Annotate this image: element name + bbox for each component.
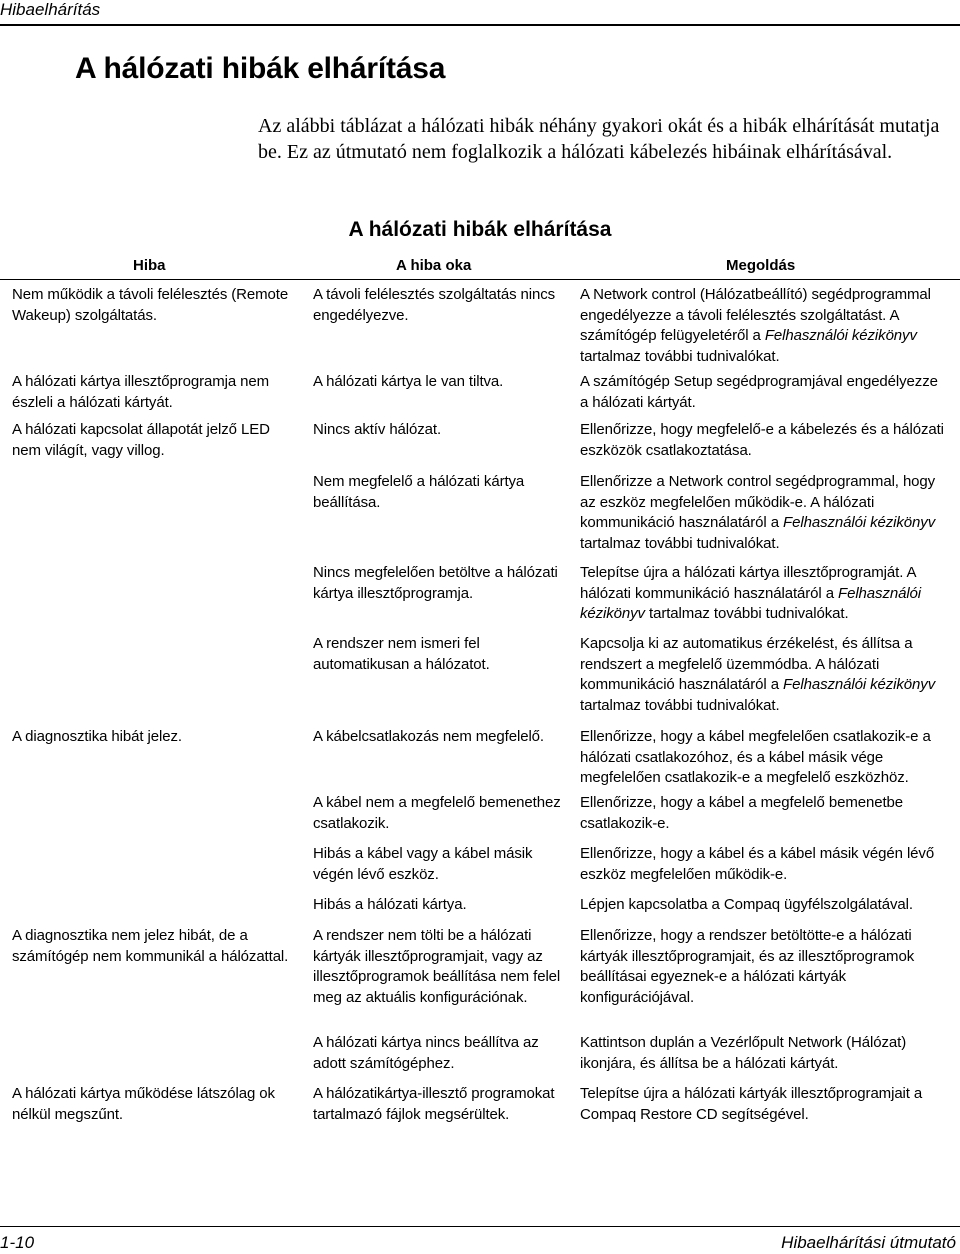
section-title: A hálózati hibák elhárítása: [75, 52, 446, 85]
solution-reference-italic: Felhasználói kézikönyv: [764, 327, 917, 345]
solution-cell: [580, 1084, 950, 1125]
solution-cell: [580, 634, 950, 716]
problem-cell: A diagnosztika nem jelez hibát, de a számítógép nem kommunikál a hálózattal.: [12, 927, 289, 965]
cause-cell: Nincs aktív hálózat.: [313, 421, 442, 438]
solution-text: Lépjen kapcsolatba a Compaq ügyfélszolgálatával.: [580, 896, 913, 913]
solution-text: Ellenőrizze, hogy a kábel és a kábel másik végén lévő eszköz megfelelően működik-e.: [580, 845, 935, 883]
solution-cell: [580, 895, 950, 916]
cause-cell: A hálózati kártya nincs beállítva az adott számítógéphez.: [313, 1034, 539, 1072]
table-row: [0, 472, 960, 563]
solution-cell: [580, 1033, 950, 1074]
solution-text: Ellenőrizze, hogy a kábel a megfelelő bemenetbe csatlakozik-e.: [580, 794, 904, 832]
header-rule: [0, 24, 960, 26]
solution-text: Ellenőrizze, hogy a rendszer betöltötte-e a hálózati kártyák illesztőprogramjait, és az illesztőprogramok beállításai egyeznek-e a hálózati kártyák konfigurációjával.: [580, 927, 915, 1006]
solution-cell: [580, 727, 950, 789]
problem-cell: A hálózati kártya működése látszólag ok nélkül megszűnt.: [12, 1085, 275, 1123]
column-header-solution: Megoldás: [726, 257, 796, 274]
solution-text: Telepítse újra a hálózati kártyák illesztőprogramjait a Compaq Restore CD segítségével.: [580, 1085, 923, 1123]
solution-text: tartalmaz további tudnivalókat.: [644, 605, 849, 623]
problem-cell: A diagnosztika hibát jelez.: [12, 728, 182, 745]
cause-cell: Nem megfelelő a hálózati kártya beállítása.: [313, 473, 525, 511]
solution-text: tartalmaz további tudnivalókat.: [580, 696, 780, 714]
troubleshooting-table-body: [0, 285, 960, 1144]
table-row: [0, 727, 960, 793]
solution-cell: [580, 285, 950, 367]
table-header-rule: [0, 279, 960, 280]
table-row: [0, 372, 960, 420]
solution-text: Kapcsolja ki az automatikus érzékelést, és állítsa a rendszert a megfelelő üzemmódba. A hálózati kommunikáció használatáról a: [580, 635, 913, 694]
problem-cell: A hálózati kapcsolat állapotát jelző LED nem világít, vagy villog.: [12, 421, 270, 459]
table-row: [0, 1084, 960, 1144]
solution-cell: [580, 926, 950, 1008]
page-number: 1-10: [0, 1233, 35, 1252]
cause-cell: A kábel nem a megfelelő bemenethez csatlakozik.: [313, 794, 561, 832]
column-header-cause: A hiba oka: [396, 257, 472, 274]
solution-cell: [580, 793, 950, 834]
cause-cell: A hálózatikártya-illesztő programokat tartalmazó fájlok megsérültek.: [313, 1085, 555, 1123]
solution-text: A Network control (Hálózatbeállító) segédprogrammal engedélyezze a távoli felélesztés szolgáltatást. A számítógép felügyeletéről a: [580, 286, 931, 345]
solution-text: Ellenőrizze a Network control segédprogrammal, hogy az eszköz megfelelően működik-e. A hálózati kommunikáció használatáról a: [580, 473, 936, 532]
solution-reference-italic: Felhasználói kézikönyv: [783, 514, 936, 532]
table-row: [0, 634, 960, 727]
footer-book-title: Hibaelhárítási útmutató: [781, 1233, 956, 1252]
solution-cell: [580, 372, 950, 413]
table-row: [0, 895, 960, 926]
cause-cell: Hibás a hálózati kártya.: [313, 896, 467, 913]
table-row: [0, 793, 960, 844]
table-row: [0, 844, 960, 895]
column-header-problem: Hiba: [133, 257, 166, 274]
cause-cell: A kábelcsatlakozás nem megfelelő.: [313, 728, 544, 745]
cause-cell: Nincs megfelelően betöltve a hálózati kártya illesztőprogramja.: [313, 564, 558, 602]
intro-paragraph: Az alábbi táblázat a hálózati hibák néhány gyakori okát és a hibák elhárítását mutatja be. Ez az útmutató nem foglalkozik a hálózati kábelezés hibáinak elhárításával.: [258, 115, 940, 163]
solution-text: tartalmaz további tudnivalókat.: [580, 347, 780, 365]
cause-cell: Hibás a kábel vagy a kábel másik végén lévő eszköz.: [313, 845, 533, 883]
table-row: [0, 563, 960, 634]
solution-text: Kattintson duplán a Vezérlőpult Network (Hálózat) ikonjára, és állítsa be a hálózati kártyát.: [580, 1034, 907, 1072]
solution-text: Ellenőrizze, hogy megfelelő-e a kábelezés és a hálózati eszközök csatlakoztatása.: [580, 421, 944, 459]
table-row: [0, 926, 960, 1033]
solution-cell: [580, 563, 950, 625]
cause-cell: A hálózati kártya le van tiltva.: [313, 373, 504, 390]
solution-reference-italic: Felhasználói kézikönyv: [580, 584, 922, 623]
solution-text: Telepítse újra a hálózati kártya illesztőprogramját. A hálózati kommunikáció használatáról a: [580, 564, 916, 602]
problem-cell: A hálózati kártya illesztőprogramja nem észleli a hálózati kártyát.: [12, 373, 270, 411]
solution-cell: [580, 420, 950, 461]
problem-cell: Nem működik a távoli felélesztés (Remote Wakeup) szolgáltatás.: [12, 286, 289, 324]
cause-cell: A rendszer nem tölti be a hálózati kártyák illesztőprogramjait, vagy az illesztőprogramok beállítása nem felel meg az aktuális konfigurációnak.: [313, 927, 561, 1006]
solution-reference-italic: Felhasználói kézikönyv: [783, 676, 936, 694]
solution-cell: [580, 844, 950, 885]
footer-rule: [0, 1226, 960, 1227]
table-title: A hálózati hibák elhárítása: [348, 218, 612, 241]
solution-text: Ellenőrizze, hogy a kábel megfelelően csatlakozik-e a hálózati csatlakozóhoz, és a kábel másik vége megfelelően csatlakozik-e a megfelelő eszközhöz.: [580, 728, 931, 787]
table-column-headers: [0, 256, 960, 278]
solution-cell: [580, 472, 950, 554]
table-row: [0, 1033, 960, 1084]
table-row: [0, 420, 960, 472]
solution-text: tartalmaz további tudnivalókat.: [580, 534, 780, 552]
cause-cell: A rendszer nem ismeri fel automatikusan a hálózatot.: [313, 635, 490, 673]
cause-cell: A távoli felélesztés szolgáltatás nincs engedélyezve.: [313, 286, 556, 324]
solution-text: A számítógép Setup segédprogramjával engedélyezze a hálózati kártyát.: [580, 373, 938, 411]
running-head-title: Hibaelhárítás: [0, 0, 101, 19]
table-row: [0, 285, 960, 372]
